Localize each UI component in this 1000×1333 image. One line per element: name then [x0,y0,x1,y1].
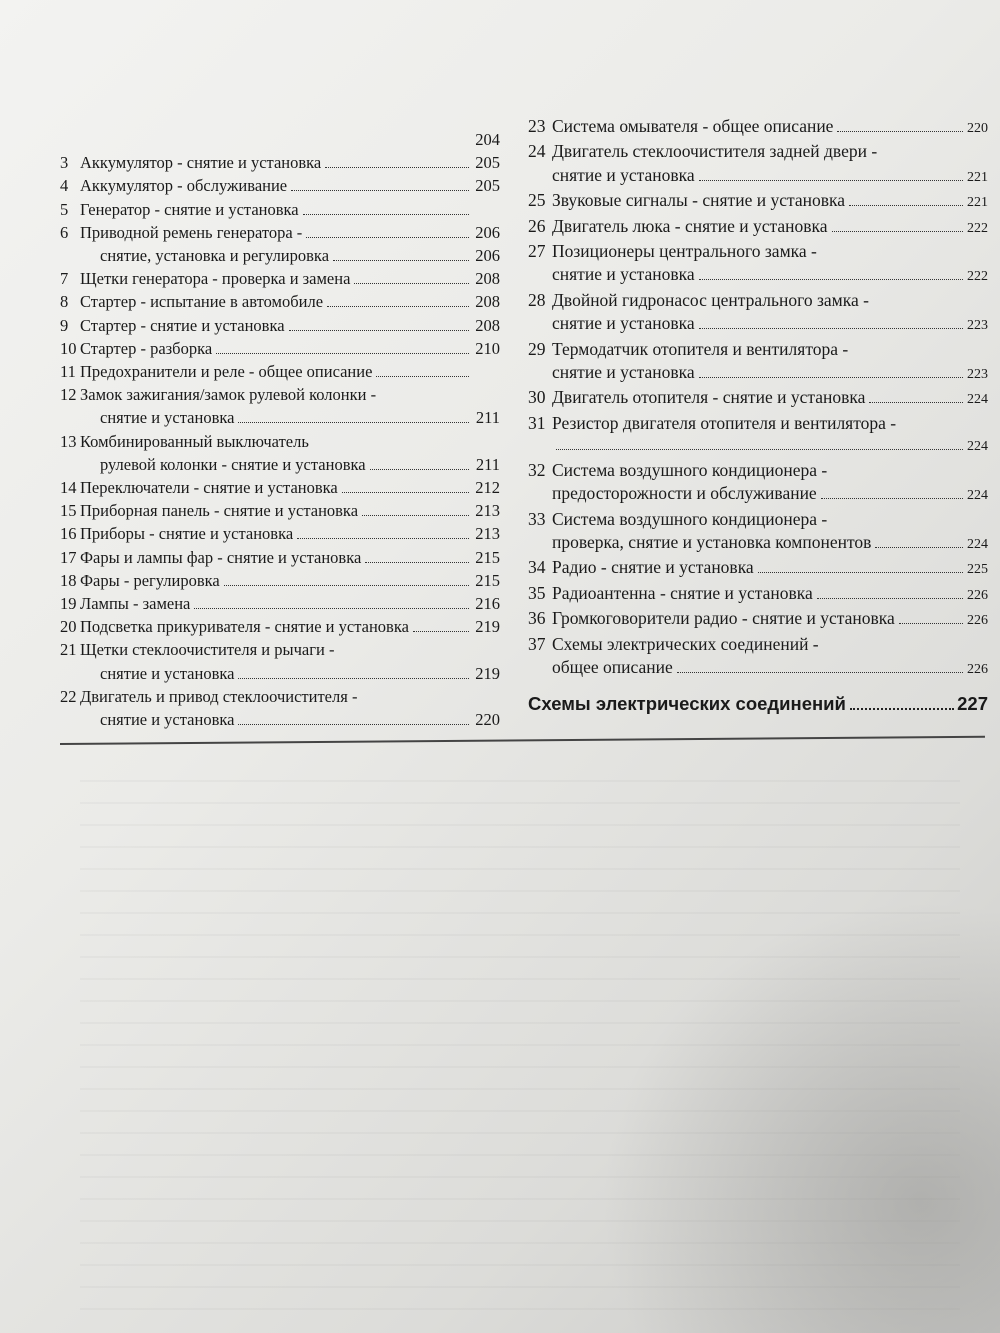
toc-entry-page: 220 [475,710,500,730]
toc-entry-number: 33 [528,508,546,529]
toc-entry-page: 224 [967,488,988,504]
toc-entry-page: 205 [475,153,500,173]
toc-entry-title: Переключатели - снятие и установка [80,478,338,498]
toc-entry-number: 32 [528,459,546,480]
toc-entry [60,198,500,221]
toc-right-column [528,115,988,715]
toc-entry-page: 224 [967,536,988,552]
toc-entry [528,289,988,338]
toc-entry [528,633,988,682]
toc-entry-title: Двигатель люка - снятие и установка [552,215,828,236]
toc-entry-title: снятие и установка [552,264,695,285]
toc-entry-number: 13 [60,431,77,451]
toc-entry-page: 224 [967,439,988,455]
toc-entry-number: 27 [528,241,546,262]
toc-entry [60,476,500,499]
toc-entry-title: снятие и установка [552,313,695,334]
toc-entry-title: Щетки стеклоочистителя и рычаги - [80,640,335,660]
toc-entry [528,338,988,387]
toc-entry [60,290,500,313]
toc-entry-title: Радиоантенна - снятие и установка [552,582,813,603]
toc-entry-page: 216 [475,594,500,614]
toc-entry-page: 226 [967,613,988,629]
toc-entry-title: Стартер - снятие и установка [80,315,285,335]
toc-entry-title: Двигатель стеклоочистителя задней двери - [552,141,878,162]
toc-entry-number: 7 [60,269,69,289]
toc-entry [60,151,500,174]
toc-entry-page: 225 [967,562,988,578]
toc-entry-page: 208 [475,292,500,312]
toc-entry-number: 18 [60,570,77,590]
toc-entry-number: 11 [60,362,76,382]
toc-entry-page: 208 [475,315,500,335]
toc-entry-title: Генератор - снятие и установка [80,199,299,219]
toc-entry-page: 222 [967,269,988,285]
toc-entry-page: 211 [475,408,500,428]
toc-entry-number: 6 [60,222,69,242]
toc-entry-title: общее описание [552,656,673,677]
toc-entry [528,189,988,214]
section-heading [528,693,988,715]
toc-entry [528,508,988,557]
toc-entry-title: снятие и установка [100,408,235,428]
toc-entry-number: 29 [528,338,546,359]
toc-entry [528,140,988,189]
toc-entry-title: Двигатель отопителя - снятие и установка [552,387,866,408]
toc-entry-page: 220 [967,121,988,136]
toc-entry-title: Система воздушного кондиционера - [552,508,828,529]
toc-entry-title: снятие, установка и регулировка [100,246,330,266]
toc-entry [60,360,500,383]
toc-entry-number: 35 [528,582,546,603]
toc-entry-title: Аккумулятор - снятие и установка [80,153,322,173]
toc-entry [60,383,500,429]
toc-entry-page: 205 [475,176,500,196]
toc-entry [528,215,988,240]
toc-entry-page: 215 [475,570,500,590]
toc-entry-number: 25 [528,190,546,211]
toc-entry-number: 20 [60,617,77,637]
toc-entry-page: 222 [967,220,988,236]
toc-entry-title: Система омывателя - общее описание [552,116,834,136]
toc-entry-number: 26 [528,215,546,236]
toc-entry-page: 206 [475,246,500,266]
toc-entry-number: 22 [60,686,77,706]
toc-entry-number: 8 [60,292,69,312]
toc-entry [528,556,988,581]
toc-entry [60,337,500,360]
toc-entry-page: 210 [475,338,500,358]
toc-entry-page: 219 [475,663,500,683]
toc-entry-number: 37 [528,633,546,654]
toc-entry-title: Щетки генератора - проверка и замена [80,269,351,289]
toc-entry [528,386,988,411]
toc-entry-page: 224 [967,392,988,408]
toc-entry-title: Звуковые сигналы - снятие и установка [552,190,845,211]
toc-entry-number: 9 [60,315,69,335]
toc-entry-title: предосторожности и обслуживание [552,483,817,504]
toc-entry-title: Громкоговорители радио - снятие и установка [552,608,895,629]
toc-entry-page: 226 [967,587,988,603]
toc-entry-title: Фары - регулировка [80,570,220,590]
toc-entry-title: снятие и установка [100,710,235,730]
toc-entry-page: 215 [475,547,500,567]
toc-entry-title: Приборы - снятие и установка [80,524,294,544]
toc-entry [528,607,988,632]
toc-entry-number: 31 [528,412,546,433]
toc-entry [60,221,500,267]
toc-entry-title: Комбинированный выключатель [80,431,309,451]
toc-entry-title: Термодатчик отопителя и вентилятора - [552,338,849,359]
toc-entry [60,430,500,476]
toc-entry-title: Двигатель и привод стеклоочистителя - [80,686,358,706]
toc-entry-title: Лампы - замена [80,594,191,614]
toc-entry-page: 208 [475,269,500,289]
toc-entry-title: Подсветка прикуривателя - снятие и установка [80,617,409,637]
toc-entry [60,592,500,615]
toc-entry-title: Резистор двигателя отопителя и вентилятора - [552,412,897,433]
toc-entry-title: снятие и установка [100,663,235,683]
toc-entry [60,522,500,545]
toc-entry-title: Позиционеры центрального замка - [552,241,817,262]
toc-entry-number: 10 [60,338,77,358]
toc-entry-page: 213 [475,524,500,544]
toc-entry-title: Система воздушного кондиционера - [552,459,828,480]
toc-continued-page: 204 [475,130,500,149]
toc-entry-title: Радио - снятие и установка [552,557,754,578]
toc-entry-page: 206 [475,222,500,242]
toc-entry-number: 4 [60,176,69,196]
toc-entry [528,459,988,508]
toc-entry-number: 30 [528,387,546,408]
toc-entry-title: рулевой колонки - снятие и установка [100,454,366,474]
toc-entry-number: 23 [528,116,546,136]
toc-entry-title: Стартер - разборка [80,338,213,358]
toc-entry-page: 213 [475,501,500,521]
toc-entry [528,240,988,289]
toc-entry-number: 21 [60,640,77,660]
toc-entry [528,412,988,459]
section-heading-page: 227 [957,693,988,715]
toc-entry-number: 24 [528,141,546,162]
toc-entry [60,638,500,684]
toc-entry-page: 223 [967,318,988,334]
toc-entry [528,582,988,607]
toc-entry-title: снятие и установка [552,362,695,383]
toc-entry-number: 16 [60,524,77,544]
toc-entry [60,314,500,337]
toc-entry-page: 223 [967,367,988,383]
toc-entry [60,499,500,522]
toc-entry [60,267,500,290]
toc-entry [60,615,500,638]
toc-entry-title: Двойной гидронасос центрального замка - [552,289,869,310]
toc-entry-title: Аккумулятор - обслуживание [80,176,288,196]
toc-entry-page: 221 [967,169,988,185]
toc-entry-page: 211 [475,454,500,474]
toc-entry-number: 28 [528,289,546,310]
toc-entry-number: 36 [528,608,546,629]
toc-entry [60,174,500,197]
toc-entry-title: проверка, снятие и установка компонентов [552,531,872,552]
toc-entry-title: Предохранители и реле - общее описание [80,362,373,382]
toc-entry-title: Стартер - испытание в автомобиле [80,292,324,312]
toc-entry-title: Приборная панель - снятие и установка [80,501,359,521]
toc-entry [60,569,500,592]
divider-line [60,736,985,745]
toc-entry-page: 221 [967,195,988,211]
toc-entry-title: Замок зажигания/замок рулевой колонки - [80,385,377,405]
toc-entry-number: 12 [60,385,77,405]
toc-entry [60,685,500,731]
toc-entry-page: 219 [475,617,500,637]
toc-entry-title: Схемы электрических соединений - [552,633,819,654]
toc-entry-page: 226 [967,661,988,677]
toc-entry-title: Приводной ремень генератора - [80,222,303,242]
toc-entry-title: снятие и установка [552,164,695,185]
section-heading-title: Схемы электрических соединений [528,693,846,715]
toc-entry-number: 5 [60,199,69,219]
shadow [600,900,1000,1333]
toc-entry [60,546,500,569]
toc-entry-title: Фары и лампы фар - снятие и установка [80,547,362,567]
toc-entry-page: 212 [475,478,500,498]
toc-entry-number: 15 [60,501,77,521]
toc-entry-number: 14 [60,478,77,498]
toc-entry [528,115,988,140]
toc-entry-number: 34 [528,557,546,578]
toc-entry-number: 3 [60,153,69,173]
toc-entry-number: 17 [60,547,77,567]
toc-entry-number: 19 [60,594,77,614]
toc-left-column [60,128,500,731]
